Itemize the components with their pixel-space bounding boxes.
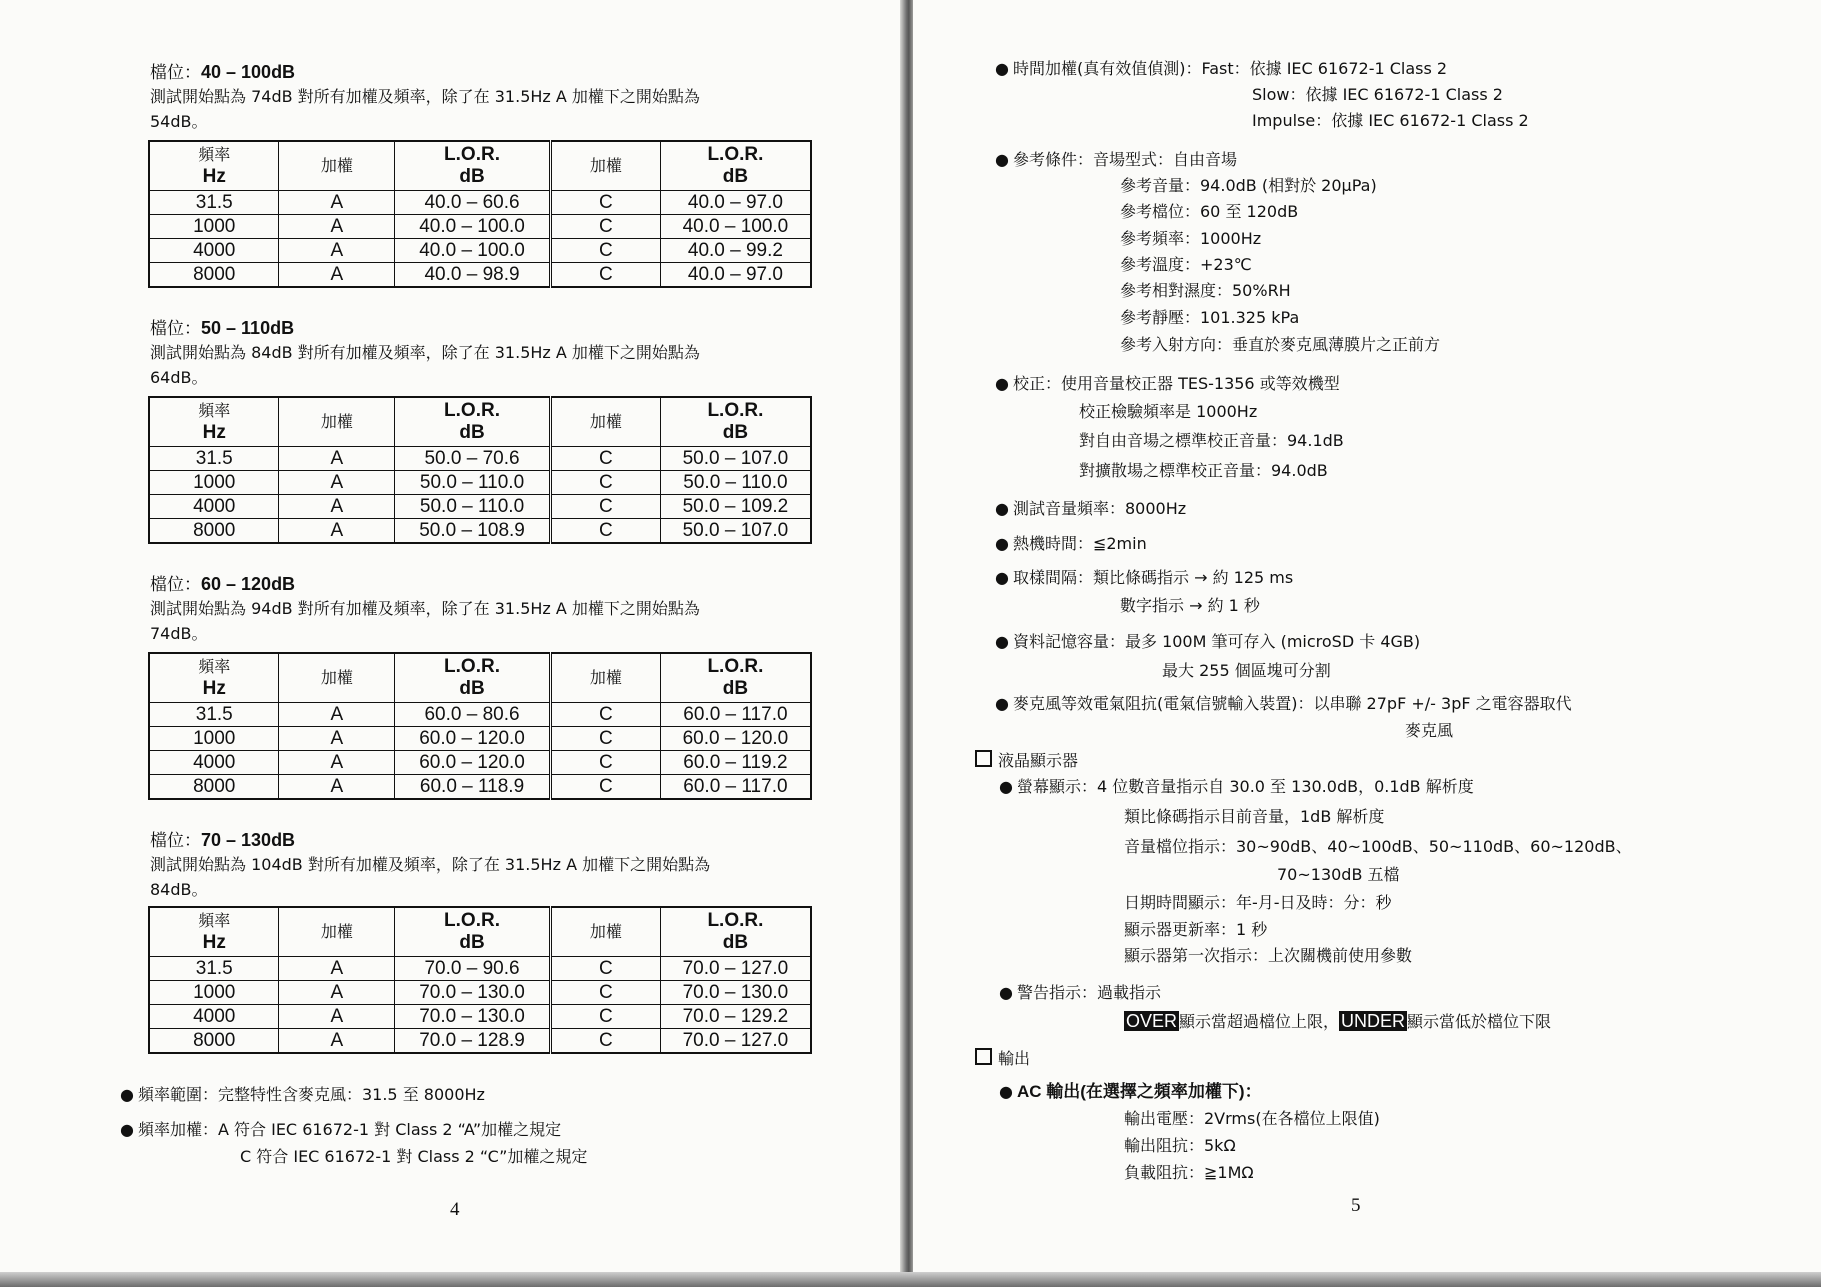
warn-label: 警告指示： bbox=[1016, 983, 1097, 1002]
table-cell: 40.0 – 100.0 bbox=[395, 239, 551, 263]
table-row bbox=[149, 447, 811, 471]
header-lor-c bbox=[660, 907, 811, 957]
table-cell: 4000 bbox=[149, 1005, 279, 1029]
table-cell: A bbox=[279, 775, 395, 800]
screen-line: 顯示器第一次指示：上次關機前使用參數 bbox=[1124, 946, 1413, 965]
table-cell: C bbox=[550, 191, 660, 215]
desc-line: 54dB。 bbox=[150, 112, 208, 131]
header-lor-unit: dB bbox=[459, 166, 485, 187]
header-lor-label: L.O.R. bbox=[444, 656, 500, 677]
section-title-50-110 bbox=[150, 314, 294, 339]
ref-pressure: 參考靜壓：101.325 kPa bbox=[1120, 308, 1300, 327]
table-row bbox=[149, 981, 811, 1005]
section-title-range: 50 – 110dB bbox=[201, 318, 295, 338]
section-desc-50-110 bbox=[150, 340, 850, 390]
header-lor-a bbox=[395, 141, 551, 191]
table-cell: A bbox=[279, 981, 395, 1005]
table-cell: C bbox=[550, 703, 660, 727]
ac-load: 負載阻抗：≧1MΩ bbox=[1124, 1163, 1254, 1182]
table-cell: 70.0 – 130.0 bbox=[395, 981, 551, 1005]
header-lor-label: L.O.R. bbox=[707, 656, 764, 677]
table-row bbox=[149, 703, 811, 727]
cal-line: 對擴散場之標準校正音量：94.0dB bbox=[1079, 461, 1328, 480]
page-number-right: 5 bbox=[1351, 1195, 1361, 1216]
header-lor-unit: dB bbox=[459, 932, 485, 953]
bullet: ● bbox=[999, 1082, 1013, 1101]
header-weight-a: 加權 bbox=[279, 397, 395, 447]
desc-line: 測試開始點為 84dB 對所有加權及頻率，除了在 31.5Hz A 加權下之開始點為 bbox=[150, 343, 700, 362]
bullet: ● bbox=[995, 499, 1009, 518]
table-cell: 60.0 – 119.2 bbox=[660, 751, 811, 775]
test-freq: 測試音量頻率：8000Hz bbox=[1012, 499, 1187, 518]
table-cell: A bbox=[279, 519, 395, 544]
cal-line: 對自由音場之標準校正音量：94.1dB bbox=[1079, 431, 1344, 450]
table-header-row bbox=[149, 141, 811, 191]
table-row bbox=[149, 727, 811, 751]
header-lor-label: L.O.R. bbox=[707, 910, 764, 931]
table-row bbox=[149, 191, 811, 215]
table-cell: C bbox=[550, 1029, 660, 1054]
bullet: ● bbox=[120, 1120, 134, 1139]
lor-table-70-130 bbox=[148, 906, 812, 1054]
screen-label: 螢幕顯示： bbox=[1016, 777, 1097, 796]
header-lor-label: L.O.R. bbox=[444, 400, 500, 421]
table-cell: C bbox=[550, 447, 660, 471]
table-cell: 70.0 – 130.0 bbox=[395, 1005, 551, 1029]
section-desc-60-120 bbox=[150, 596, 850, 646]
lcd-heading bbox=[975, 748, 1078, 773]
table-cell: 4000 bbox=[149, 495, 279, 519]
table-cell: 40.0 – 98.9 bbox=[395, 263, 551, 288]
table-row bbox=[149, 239, 811, 263]
table-cell: 31.5 bbox=[149, 703, 279, 727]
table-cell: A bbox=[279, 191, 395, 215]
time-weight-slow: Slow：依據 IEC 61672-1 Class 2 bbox=[1252, 85, 1503, 104]
freq-range-value: 完整特性含麥克風：31.5 至 8000Hz bbox=[217, 1085, 485, 1104]
memory-label: 資料記憶容量： bbox=[1012, 632, 1125, 651]
screen-line: 4 位數音量指示自 30.0 至 130.0dB，0.1dB 解析度 bbox=[1096, 777, 1474, 796]
table-cell: A bbox=[279, 727, 395, 751]
freq-weight-a: A 符合 IEC 61672-1 對 Class 2 “A”加權之規定 bbox=[217, 1120, 562, 1139]
header-lor-a bbox=[395, 907, 551, 957]
table-cell: C bbox=[550, 1005, 660, 1029]
desc-line: 84dB。 bbox=[150, 880, 208, 899]
over-text: 顯示當超過檔位上限， bbox=[1179, 1012, 1340, 1031]
section-title-range: 40 – 100dB bbox=[201, 62, 296, 82]
header-lor-label: L.O.R. bbox=[444, 910, 500, 931]
table-cell: C bbox=[550, 727, 660, 751]
section-title-prefix: 檔位： bbox=[150, 63, 201, 83]
ac-impedance: 輸出阻抗：5kΩ bbox=[1124, 1136, 1236, 1155]
bullet: ● bbox=[999, 777, 1013, 796]
table-row bbox=[149, 263, 811, 288]
table-cell: C bbox=[550, 471, 660, 495]
table-cell: 40.0 – 99.2 bbox=[660, 239, 811, 263]
table-cell: C bbox=[550, 263, 660, 288]
header-lor-unit: dB bbox=[722, 166, 749, 187]
table-cell: 40.0 – 60.6 bbox=[395, 191, 551, 215]
table-cell: 40.0 – 100.0 bbox=[395, 215, 551, 239]
ac-voltage: 輸出電壓：2Vrms(在各檔位上限值) bbox=[1124, 1109, 1380, 1128]
table-row bbox=[149, 775, 811, 800]
table-cell: 8000 bbox=[149, 519, 279, 544]
table-cell: 60.0 – 117.0 bbox=[660, 775, 811, 800]
warmup: 熱機時間：≦2min bbox=[1012, 534, 1147, 553]
table-cell: 50.0 – 109.2 bbox=[660, 495, 811, 519]
table-cell: 60.0 – 118.9 bbox=[395, 775, 551, 800]
table-cell: A bbox=[279, 263, 395, 288]
table-cell: C bbox=[550, 775, 660, 800]
memory-item bbox=[995, 629, 1420, 654]
bullet: ● bbox=[995, 568, 1009, 587]
right-page bbox=[913, 0, 1821, 1287]
table-cell: 40.0 – 97.0 bbox=[660, 263, 811, 288]
table-cell: A bbox=[279, 957, 395, 981]
time-weight-impulse: Impulse：依據 IEC 61672-1 Class 2 bbox=[1252, 111, 1529, 130]
table-cell: 70.0 – 127.0 bbox=[660, 957, 811, 981]
section-title-60-120 bbox=[150, 570, 295, 595]
table-cell: 31.5 bbox=[149, 447, 279, 471]
header-lor-unit: dB bbox=[459, 678, 485, 699]
bullet: ● bbox=[995, 374, 1009, 393]
warning-item bbox=[999, 980, 1161, 1005]
mic-line: 麥克風 bbox=[1405, 721, 1454, 740]
header-weight-a: 加權 bbox=[279, 907, 395, 957]
left-page bbox=[0, 0, 905, 1287]
bullet: ● bbox=[995, 534, 1009, 553]
ref-label: 參考條件： bbox=[1012, 150, 1093, 169]
table-cell: 4000 bbox=[149, 751, 279, 775]
sampling-line: 數字指示 → 約 1 秒 bbox=[1120, 596, 1260, 615]
checkbox-icon bbox=[975, 750, 992, 767]
section-title-range: 60 – 120dB bbox=[201, 574, 296, 594]
freq-range-item bbox=[120, 1082, 485, 1107]
header-freq-unit: Hz bbox=[202, 422, 226, 443]
over-under-line bbox=[1124, 1009, 1551, 1034]
section-desc-40-100 bbox=[150, 84, 850, 134]
section-desc-70-130 bbox=[150, 852, 850, 902]
table-cell: 50.0 – 107.0 bbox=[660, 447, 811, 471]
header-freq bbox=[149, 653, 279, 703]
ref-level: 參考音量：94.0dB (相對於 20μPa) bbox=[1120, 176, 1377, 195]
table-row bbox=[149, 1005, 811, 1029]
header-weight-c: 加權 bbox=[550, 653, 660, 703]
table-cell: 8000 bbox=[149, 775, 279, 800]
mic-impedance-item bbox=[995, 691, 1572, 716]
under-text: 顯示當低於檔位下限 bbox=[1407, 1012, 1552, 1031]
screen-line: 類比條碼指示目前音量，1dB 解析度 bbox=[1124, 807, 1385, 826]
header-freq-label: 頻率 bbox=[198, 657, 231, 676]
freq-range-label: 頻率範圍： bbox=[137, 1085, 218, 1104]
cal-label: 校正： bbox=[1012, 374, 1061, 393]
table-cell: A bbox=[279, 471, 395, 495]
table-cell: 50.0 – 107.0 bbox=[660, 519, 811, 544]
header-weight-c: 加權 bbox=[550, 141, 660, 191]
screen-line: 日期時間顯示：年-月-日及時：分：秒 bbox=[1124, 893, 1392, 912]
screen-line: 顯示器更新率：1 秒 bbox=[1124, 920, 1268, 939]
table-cell: A bbox=[279, 447, 395, 471]
table-header-row bbox=[149, 907, 811, 957]
table-row bbox=[149, 495, 811, 519]
header-lor-a bbox=[395, 397, 551, 447]
header-lor-unit: dB bbox=[722, 678, 749, 699]
table-cell: 1000 bbox=[149, 215, 279, 239]
header-freq-label: 頻率 bbox=[198, 145, 231, 164]
header-freq bbox=[149, 397, 279, 447]
header-lor-label: L.O.R. bbox=[707, 144, 764, 165]
header-lor-c bbox=[660, 653, 811, 703]
calibration-item bbox=[995, 371, 1340, 396]
sampling-item bbox=[995, 565, 1293, 590]
header-freq-label: 頻率 bbox=[198, 401, 231, 420]
time-weight-item bbox=[995, 56, 1447, 81]
table-header-row bbox=[149, 653, 811, 703]
table-cell: A bbox=[279, 703, 395, 727]
under-indicator: UNDER bbox=[1341, 1011, 1406, 1031]
ref-humidity: 參考相對濕度：50%RH bbox=[1120, 281, 1291, 300]
section-title-prefix: 檔位： bbox=[150, 319, 201, 339]
ref-freq: 參考頻率：1000Hz bbox=[1120, 229, 1262, 248]
section-title-prefix: 檔位： bbox=[150, 575, 201, 595]
table-cell: A bbox=[279, 495, 395, 519]
table-cell: 70.0 – 129.2 bbox=[660, 1005, 811, 1029]
header-weight-c: 加權 bbox=[550, 397, 660, 447]
table-cell: C bbox=[550, 495, 660, 519]
header-lor-a bbox=[395, 653, 551, 703]
header-lor-unit: dB bbox=[459, 422, 485, 443]
section-title-range: 70 – 130dB bbox=[201, 830, 296, 850]
table-cell: 50.0 – 70.6 bbox=[395, 447, 551, 471]
table-cell: 70.0 – 127.0 bbox=[660, 1029, 811, 1054]
lor-table-50-110 bbox=[148, 396, 812, 544]
checkbox-icon bbox=[975, 1048, 992, 1065]
bullet: ● bbox=[995, 59, 1009, 78]
desc-line: 測試開始點為 104dB 對所有加權及頻率，除了在 31.5Hz A 加權下之開始點為 bbox=[150, 855, 711, 874]
screen-line: 70~130dB 五檔 bbox=[1277, 865, 1400, 884]
ref-direction: 參考入射方向：垂直於麥克風薄膜片之正前方 bbox=[1120, 335, 1441, 354]
table-row bbox=[149, 471, 811, 495]
header-lor-label: L.O.R. bbox=[707, 400, 764, 421]
table-row bbox=[149, 519, 811, 544]
header-lor-unit: dB bbox=[722, 932, 749, 953]
table-row bbox=[149, 957, 811, 981]
table-cell: 70.0 – 128.9 bbox=[395, 1029, 551, 1054]
lor-table-60-120 bbox=[148, 652, 812, 800]
memory-line: 最大 255 個區塊可分割 bbox=[1162, 661, 1331, 680]
header-freq-unit: Hz bbox=[202, 166, 226, 187]
table-row bbox=[149, 1029, 811, 1054]
table-cell: 31.5 bbox=[149, 191, 279, 215]
header-weight-a: 加權 bbox=[279, 653, 395, 703]
section-title-70-130 bbox=[150, 826, 295, 851]
header-weight-c: 加權 bbox=[550, 907, 660, 957]
table-cell: C bbox=[550, 239, 660, 263]
table-cell: 60.0 – 120.0 bbox=[395, 751, 551, 775]
table-cell: C bbox=[550, 751, 660, 775]
header-lor-label: L.O.R. bbox=[444, 144, 500, 165]
header-freq bbox=[149, 141, 279, 191]
table-cell: 50.0 – 110.0 bbox=[395, 495, 551, 519]
ref-conditions-item bbox=[995, 147, 1237, 172]
mic-label: 麥克風等效電氣阻抗(電氣信號輸入裝置)： bbox=[1012, 694, 1314, 713]
table-cell: 70.0 – 90.6 bbox=[395, 957, 551, 981]
header-freq-label: 頻率 bbox=[198, 911, 231, 930]
screen-line: 音量檔位指示：30~90dB、40~100dB、50~110dB、60~120dB、 bbox=[1124, 837, 1632, 856]
bullet: ● bbox=[995, 150, 1009, 169]
cal-line: 使用音量校正器 TES-1356 或等效機型 bbox=[1060, 374, 1340, 393]
header-lor-c bbox=[660, 141, 811, 191]
table-cell: A bbox=[279, 1029, 395, 1054]
table-cell: C bbox=[550, 519, 660, 544]
time-weight-fast: Fast：依據 IEC 61672-1 Class 2 bbox=[1201, 59, 1448, 78]
bullet: ● bbox=[995, 632, 1009, 651]
over-indicator: OVER bbox=[1126, 1011, 1178, 1031]
sampling-line: 類比條碼指示 → 約 125 ms bbox=[1092, 568, 1294, 587]
table-cell: 4000 bbox=[149, 239, 279, 263]
mic-line: 以串聯 27pF +/- 3pF 之電容器取代 bbox=[1313, 694, 1572, 713]
table-cell: 60.0 – 117.0 bbox=[660, 703, 811, 727]
ac-output-item bbox=[999, 1079, 1262, 1104]
table-cell: C bbox=[550, 957, 660, 981]
freq-weight-label: 頻率加權： bbox=[137, 1120, 218, 1139]
table-cell: 40.0 – 100.0 bbox=[660, 215, 811, 239]
table-cell: 1000 bbox=[149, 471, 279, 495]
freq-weight-c: C 符合 IEC 61672-1 對 Class 2 “C”加權之規定 bbox=[240, 1147, 588, 1166]
table-cell: 40.0 – 97.0 bbox=[660, 191, 811, 215]
warn-line: 過載指示 bbox=[1096, 983, 1161, 1002]
page-number-left: 4 bbox=[450, 1199, 460, 1220]
output-heading-label: 輸出 bbox=[998, 1049, 1031, 1068]
table-cell: 50.0 – 108.9 bbox=[395, 519, 551, 544]
header-lor-unit: dB bbox=[722, 422, 749, 443]
table-cell: 50.0 – 110.0 bbox=[660, 471, 811, 495]
lor-table-40-100 bbox=[148, 140, 812, 288]
section-title-40-100 bbox=[150, 58, 295, 83]
lcd-heading-label: 液晶顯示器 bbox=[998, 751, 1079, 770]
memory-line: 最多 100M 筆可存入 (microSD 卡 4GB) bbox=[1124, 632, 1421, 651]
desc-line: 測試開始點為 94dB 對所有加權及頻率，除了在 31.5Hz A 加權下之開始點為 bbox=[150, 599, 700, 618]
table-cell: 70.0 – 130.0 bbox=[660, 981, 811, 1005]
ac-label: AC 輸出(在選擇之頻率加權下)： bbox=[1016, 1082, 1262, 1101]
desc-line: 測試開始點為 74dB 對所有加權及頻率，除了在 31.5Hz A 加權下之開始點為 bbox=[150, 87, 700, 106]
table-cell: 8000 bbox=[149, 1029, 279, 1054]
section-title-prefix: 檔位： bbox=[150, 831, 201, 851]
header-freq-unit: Hz bbox=[202, 932, 226, 953]
table-cell: 50.0 – 110.0 bbox=[395, 471, 551, 495]
table-cell: C bbox=[550, 215, 660, 239]
header-freq bbox=[149, 907, 279, 957]
table-cell: 60.0 – 120.0 bbox=[660, 727, 811, 751]
table-cell: 31.5 bbox=[149, 957, 279, 981]
bullet: ● bbox=[120, 1085, 134, 1104]
header-weight-a: 加權 bbox=[279, 141, 395, 191]
desc-line: 74dB。 bbox=[150, 624, 208, 643]
table-row bbox=[149, 215, 811, 239]
sampling-label: 取樣間隔： bbox=[1012, 568, 1093, 587]
table-cell: A bbox=[279, 239, 395, 263]
ref-field: 音場型式：自由音場 bbox=[1092, 150, 1237, 169]
bullet: ● bbox=[995, 694, 1009, 713]
ref-temp: 參考溫度：+23℃ bbox=[1120, 255, 1252, 274]
desc-line: 64dB。 bbox=[150, 368, 208, 387]
header-freq-unit: Hz bbox=[202, 678, 226, 699]
header-lor-c bbox=[660, 397, 811, 447]
warmup-item bbox=[995, 531, 1147, 556]
ref-range: 參考檔位：60 至 120dB bbox=[1120, 202, 1299, 221]
table-cell: 8000 bbox=[149, 263, 279, 288]
time-weight-label: 時間加權(真有效值偵測)： bbox=[1012, 59, 1202, 78]
table-header-row bbox=[149, 397, 811, 447]
test-freq-item bbox=[995, 496, 1186, 521]
screen-display-item bbox=[999, 774, 1474, 799]
cal-line: 校正檢驗頻率是 1000Hz bbox=[1079, 402, 1258, 421]
table-cell: 1000 bbox=[149, 981, 279, 1005]
freq-weight-item bbox=[120, 1117, 561, 1142]
table-cell: A bbox=[279, 215, 395, 239]
scan-bottom-edge bbox=[0, 1272, 1821, 1287]
table-cell: 60.0 – 80.6 bbox=[395, 703, 551, 727]
table-cell: A bbox=[279, 751, 395, 775]
table-cell: C bbox=[550, 981, 660, 1005]
table-row bbox=[149, 751, 811, 775]
table-cell: A bbox=[279, 1005, 395, 1029]
table-cell: 1000 bbox=[149, 727, 279, 751]
output-heading bbox=[975, 1046, 1030, 1071]
table-cell: 60.0 – 120.0 bbox=[395, 727, 551, 751]
bullet: ● bbox=[999, 983, 1013, 1002]
